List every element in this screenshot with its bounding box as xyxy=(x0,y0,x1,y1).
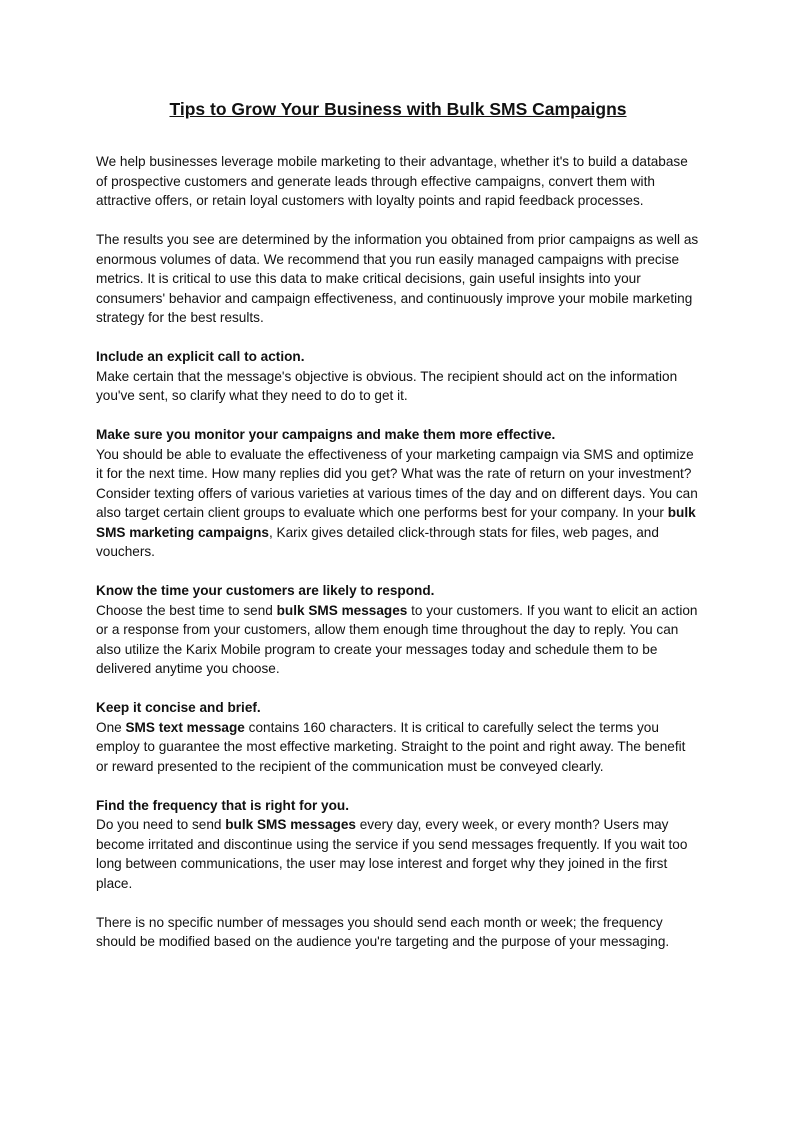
document-page xyxy=(96,96,700,971)
section-body xyxy=(96,718,700,777)
section-frequency xyxy=(96,796,700,894)
bold-keyword: bulk SMS marketing campaigns xyxy=(96,505,696,540)
body-text: One xyxy=(96,719,126,735)
body-text: every day, every week, or every month? Users may become irritated and discontinue using the service if you send messages frequently. If you wait too long between communications, the user may lose interest and forget why they joined in the first place. xyxy=(96,817,688,891)
section-body xyxy=(96,601,700,679)
body-text: contains 160 characters. It is critical to carefully select the terms you employ to guarantee the most effective marketing. Straight to the point and right away. The benefit or reward presented to the recipient of the communication must be conveyed clearly. xyxy=(96,719,686,774)
bold-keyword: SMS text message xyxy=(125,719,245,735)
section-heading: Keep it concise and brief. xyxy=(96,700,261,715)
bold-keyword: bulk SMS messages xyxy=(276,602,408,618)
section-heading: Find the frequency that is right for you. xyxy=(96,797,350,813)
intro-paragraph: We help businesses leverage mobile marketing to their advantage, whether it's to build a database of prospective customers and generate leads through effective campaigns, convert them with attractive offers, or retain loyal customers with loyalty points and rapid feedback processes. xyxy=(96,154,688,208)
bold-keyword: bulk SMS messages xyxy=(225,817,356,832)
section-call-to-action xyxy=(96,347,700,406)
body-text: Do you need to send xyxy=(96,817,226,832)
section-body xyxy=(96,815,700,893)
body-text: to your customers. If you want to elicit an action or a response from your customers, allow them enough time throughout the day to reply. You can also utilize the Karix Mobile program to create your messages today and schedule them to be delivered anytime you choose. xyxy=(96,602,698,676)
body-text: You should be able to evaluate the effectiveness of your marketing campaign via SMS and optimize it for the next time. How many replies did you get? What was the rate of return on your investment? Consider texting offers of various varieties at various times of the day and on different days. You can also target certain client groups to evaluate which one performs best for your company. In your xyxy=(96,446,698,520)
section-body: Make certain that the message's objective is obvious. The recipient should act on the information you've sent, so clarify what they need to do to get it. xyxy=(96,368,678,403)
section-body xyxy=(96,445,700,562)
section-heading: Include an explicit call to action. xyxy=(96,349,305,364)
section-monitor-campaigns xyxy=(96,425,700,562)
section-response-time xyxy=(96,581,700,679)
section-concise xyxy=(96,698,700,776)
section-heading: Make sure you monitor your campaigns and make them more effective. xyxy=(96,427,556,442)
section-heading: Know the time your customers are likely to respond. xyxy=(96,583,435,598)
page-title: Tips to Grow Your Business with Bulk SMS Campaigns xyxy=(169,99,627,119)
closing-paragraph: There is no specific number of messages you should send each month or week; the frequency should be modified based on the audience you're targeting and the purpose of your messaging. xyxy=(96,914,670,949)
intro-paragraph: The results you see are determined by the information you obtained from prior campaigns as well as enormous volumes of data. We recommend that you run easily managed campaigns with precise metrics. It is critical to use this data to make critical decisions, gain useful insights into your consumers' behavior and campaign effectiveness, and continuously improve your mobile marketing strategy for the best results. xyxy=(96,232,699,325)
body-text: Choose the best time to send xyxy=(96,602,277,618)
body-text: , Karix gives detailed click-through stats for files, web pages, and vouchers. xyxy=(96,524,659,559)
